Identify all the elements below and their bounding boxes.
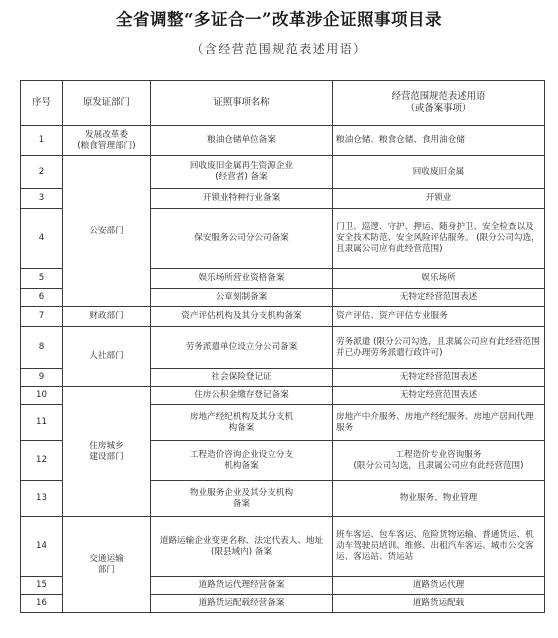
item-name-cell: 物业服务企业及其分支机构 备案 [151, 481, 333, 517]
department-cell: 财政部门 [63, 307, 151, 327]
table-row [21, 126, 545, 156]
row-number: 15 [21, 577, 63, 595]
item-name-cell: 房地产经纪机构及其分支机 构备案 [151, 405, 333, 441]
item-name-cell: 娱乐场所营业资格备案 [151, 269, 333, 289]
scope-cell: 娱乐场所 [333, 269, 545, 289]
row-number: 6 [21, 289, 63, 307]
catalog-table [20, 80, 545, 613]
row-number: 4 [21, 209, 63, 269]
item-name-cell: 道路货运配载经营备案 [151, 595, 333, 613]
table-row [21, 327, 545, 369]
item-name-cell: 社会保险登记证 [151, 369, 333, 387]
row-number: 12 [21, 441, 63, 481]
row-number: 9 [21, 369, 63, 387]
header-number: 序号 [21, 81, 63, 126]
table-header-row [21, 81, 545, 126]
department-cell: 住房城乡 建设部门 [63, 387, 151, 517]
row-number: 8 [21, 327, 63, 369]
item-name-cell: 保安服务公司分公司备案 [151, 209, 333, 269]
department-cell: 公安部门 [63, 156, 151, 307]
item-name-cell: 开锁业特种行业备案 [151, 189, 333, 209]
scope-cell: 劳务派遣 (限分公司勾选，且隶属公司应有此经营范围并已办理劳务派遣行政许可) [333, 327, 545, 369]
row-number: 14 [21, 517, 63, 577]
row-number: 13 [21, 481, 63, 517]
item-name-cell: 粮油仓储单位备案 [151, 126, 333, 156]
item-name-cell: 劳务派遣单位设立分公司备案 [151, 327, 333, 369]
item-name-cell: 资产评估机构及其分支机构备案 [151, 307, 333, 327]
department-cell: 交通运输 部门 [63, 517, 151, 613]
scope-cell: 回收废旧金属 [333, 156, 545, 189]
header-item-name: 证照事项名称 [151, 81, 333, 126]
row-number: 3 [21, 189, 63, 209]
item-name-cell: 工程造价咨询企业设立分支 机构备案 [151, 441, 333, 481]
scope-cell: 工程造价专业咨询服务 (限分公司勾选，且隶属公司应有此经营范围) [333, 441, 545, 481]
scope-cell: 道路货运配载 [333, 595, 545, 613]
item-name-cell: 道路运输企业变更名称、法定代表人、地址 (限县域内) 备案 [151, 517, 333, 577]
row-number: 16 [21, 595, 63, 613]
scope-cell: 班车客运、包车客运、危险货物运输、普通货运、机动车驾驶员培训、维修、出租汽车客运、城市公交客运、客运站、货运站 [333, 517, 545, 577]
scope-cell: 门卫、巡逻、守护、押运、随身护卫、安全检查以及安全技术防范、安全风险评估服务。 (限分公司勾选，且隶属公司应有此经营范围) [333, 209, 545, 269]
scope-cell: 无特定经营范围表述 [333, 289, 545, 307]
scope-cell: 道路货运代理 [333, 577, 545, 595]
row-number: 10 [21, 387, 63, 405]
header-department: 原发证部门 [63, 81, 151, 126]
scope-cell: 开锁业 [333, 189, 545, 209]
item-name-cell: 住房公积金缴存登记备案 [151, 387, 333, 405]
table-row [21, 387, 545, 405]
row-number: 1 [21, 126, 63, 156]
scope-cell: 粮油仓储、粮食仓储、食用油仓储 [333, 126, 545, 156]
page-title: 全省调整“多证合一”改革涉企证照事项目录 [116, 10, 442, 29]
item-name-cell: 道路货运代理经营备案 [151, 577, 333, 595]
department-cell: 发展改革委 (粮食管理部门) [63, 126, 151, 156]
scope-cell: 房地产中介服务、房地产经纪服务、房地产居间代理服务 [333, 405, 545, 441]
scope-cell: 无特定经营范围表述 [333, 369, 545, 387]
table-row [21, 156, 545, 189]
header-scope: 经营范围规范表述用语 （或备案事项） [333, 81, 545, 126]
row-number: 2 [21, 156, 63, 189]
table-row [21, 307, 545, 327]
item-name-cell: 回收废旧金属再生资源企业 (经营者) 备案 [151, 156, 333, 189]
row-number: 7 [21, 307, 63, 327]
table-row [21, 517, 545, 577]
row-number: 11 [21, 405, 63, 441]
scope-cell: 资产评估、资产评估专业服务 [333, 307, 545, 327]
scope-cell: 无特定经营范围表述 [333, 387, 545, 405]
row-number: 5 [21, 269, 63, 289]
item-name-cell: 公章刻制备案 [151, 289, 333, 307]
page-subtitle: （含经营范围规范表述用语） [191, 42, 367, 56]
department-cell: 人社部门 [63, 327, 151, 387]
scope-cell: 物业服务、物业管理 [333, 481, 545, 517]
